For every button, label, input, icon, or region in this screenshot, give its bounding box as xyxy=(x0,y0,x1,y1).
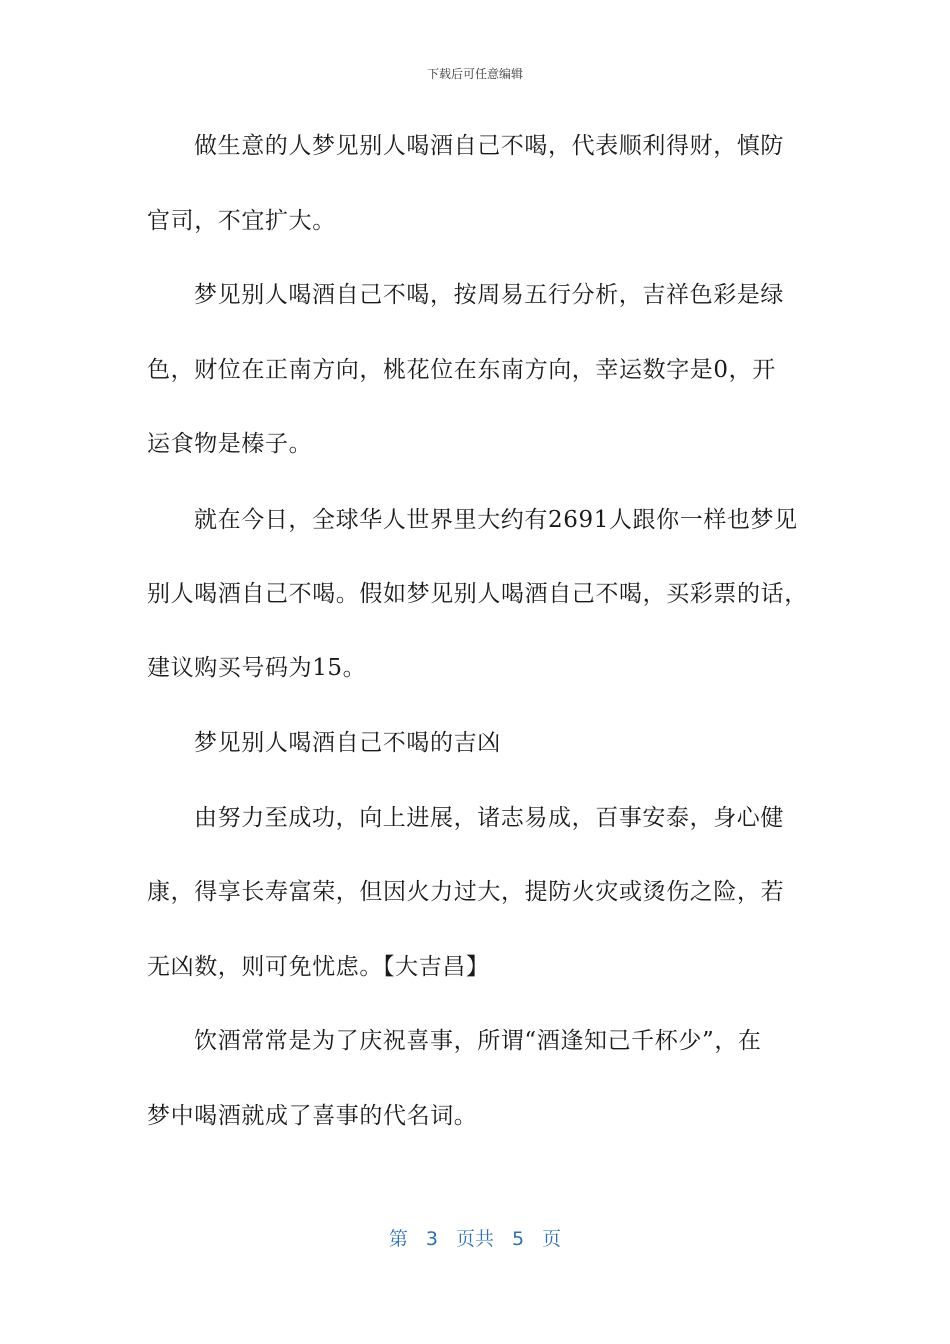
paragraph-line: 就在今日，全球华人世界里大约有2691人跟你一样也梦见 xyxy=(194,507,798,533)
page-suffix: 页 xyxy=(542,1228,562,1250)
page-mid-label: 页共 xyxy=(455,1228,494,1250)
paragraph-line: 无凶数，则可免忧虑。【大吉昌】 xyxy=(147,954,490,980)
page-prefix: 第 xyxy=(388,1228,408,1250)
current-page-number: 3 xyxy=(425,1228,438,1250)
total-pages-number: 5 xyxy=(512,1228,525,1250)
paragraph-line: 梦中喝酒就成了喜事的代名词。 xyxy=(147,1103,478,1129)
paragraph-line: 康，得享长寿富荣，但因火力过大，提防火灾或烫伤之险，若 xyxy=(147,879,785,905)
paragraph-line: 官司，不宜扩大。 xyxy=(147,208,336,234)
paragraph-line: 梦见别人喝酒自己不喝，按周易五行分析，吉祥色彩是绿 xyxy=(194,282,784,308)
paragraph-line: 运食物是榛子。 xyxy=(147,431,313,457)
page-header-note: 下载后可任意编辑 xyxy=(426,67,523,81)
page-number-footer xyxy=(0,1226,950,1252)
paragraph-line: 别人喝酒自己不喝。假如梦见别人喝酒自己不喝，买彩票的话， xyxy=(147,581,808,607)
paragraph-line: 做生意的人梦见别人喝酒自己不喝，代表顺利得财，慎防 xyxy=(194,133,784,159)
section-heading: 梦见别人喝酒自己不喝的吉凶 xyxy=(194,730,501,756)
paragraph-line: 饮酒常常是为了庆祝喜事，所谓“酒逢知己千杯少”，在 xyxy=(194,1028,762,1054)
paragraph-line: 由努力至成功，向上进展，诸志易成，百事安泰，身心健 xyxy=(194,805,784,831)
paragraph-line: 建议购买号码为15。 xyxy=(147,655,367,681)
paragraph-line: 色，财位在正南方向，桃花位在东南方向，幸运数字是0，开 xyxy=(147,357,776,383)
